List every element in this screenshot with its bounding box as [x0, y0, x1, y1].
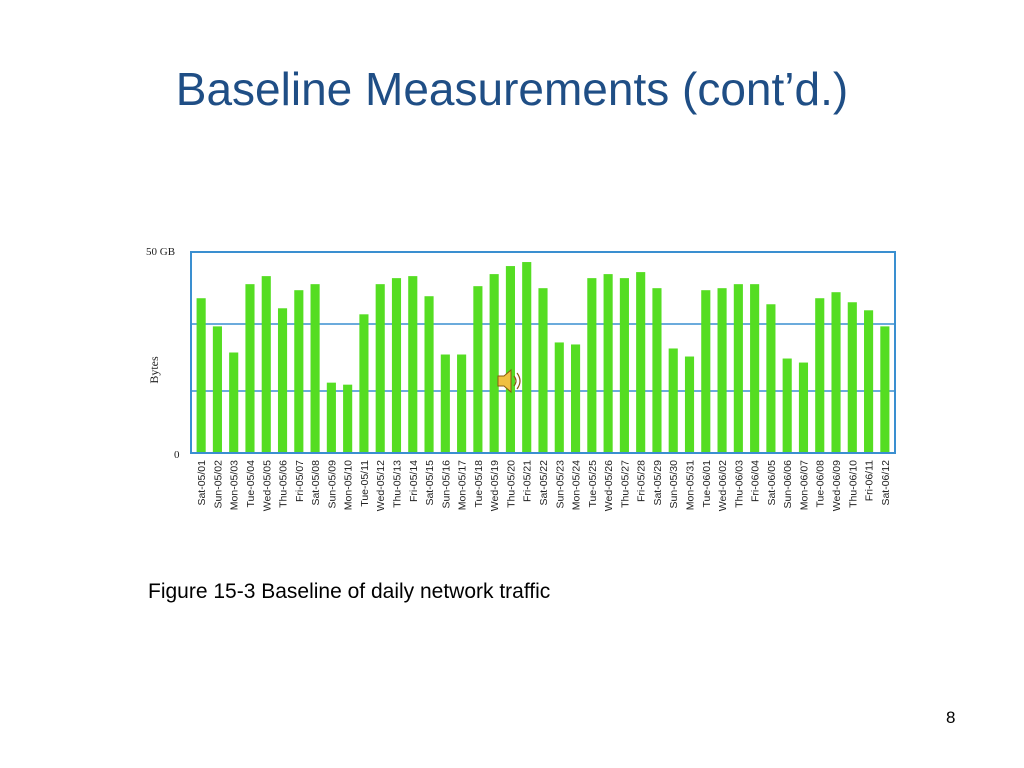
bar-Sat-06/12	[880, 326, 889, 453]
bar-Sun-05/30	[669, 348, 678, 453]
bar-Wed-05/26	[604, 274, 613, 453]
bar-Wed-05/19	[490, 274, 499, 453]
x-tick-label: Mon-05/24	[570, 460, 583, 511]
x-tick-label: Sat-05/29	[651, 460, 664, 506]
x-tick-label: Wed-05/19	[489, 460, 502, 512]
bar-Sun-05/02	[213, 326, 222, 453]
x-tick-label: Thu-05/06	[277, 460, 290, 508]
x-tick-label: Sat-05/01	[196, 460, 209, 506]
x-tick-label: Sat-05/08	[310, 460, 323, 506]
bar-Sun-06/06	[783, 359, 792, 453]
bar-Sat-05/01	[197, 298, 206, 453]
x-tick-label: Mon-05/03	[228, 460, 241, 511]
bar-Fri-05/21	[522, 262, 531, 453]
x-tick-label: Thu-05/27	[619, 460, 632, 508]
x-tick-label: Mon-05/17	[456, 460, 469, 511]
x-tick-label: Tue-06/08	[814, 460, 827, 508]
x-tick-label: Thu-06/10	[847, 460, 860, 508]
bar-Sun-05/16	[441, 355, 450, 453]
bar-Mon-05/17	[457, 355, 466, 453]
bar-Tue-05/18	[473, 286, 482, 453]
y-tick-label-bottom: 0	[174, 449, 180, 461]
bar-Thu-06/03	[734, 284, 743, 453]
x-tick-label: Mon-05/31	[684, 460, 697, 511]
bar-Wed-06/09	[831, 292, 840, 453]
bar-chart	[130, 240, 910, 545]
x-tick-label: Sun-05/30	[668, 460, 681, 509]
x-tick-label: Mon-06/07	[798, 460, 811, 511]
x-tick-label: Tue-05/25	[586, 460, 599, 508]
x-tick-label: Fri-05/07	[293, 460, 306, 503]
x-tick-label: Sat-05/15	[424, 460, 437, 506]
bar-Thu-06/10	[848, 302, 857, 453]
x-tick-label: Mon-05/10	[342, 460, 355, 511]
x-tick-labels	[196, 460, 892, 511]
bar-Sat-05/15	[424, 296, 433, 453]
bar-Fri-06/04	[750, 284, 759, 453]
x-tick-label: Sat-06/12	[879, 460, 892, 506]
x-tick-label: Tue-05/11	[358, 460, 371, 507]
bar-Fri-05/14	[408, 276, 417, 453]
page-number: 8	[946, 708, 956, 727]
bar-Tue-05/11	[359, 314, 368, 453]
x-tick-label: Thu-05/13	[391, 460, 404, 508]
x-tick-label: Sun-05/16	[440, 460, 453, 509]
bar-Thu-05/20	[506, 266, 515, 453]
x-tick-label: Sun-06/06	[782, 460, 795, 509]
y-tick-label-top: 50 GB	[146, 246, 176, 258]
x-tick-label: Wed-05/05	[261, 460, 274, 512]
x-tick-label: Sun-05/23	[554, 460, 567, 509]
bar-Mon-05/03	[229, 353, 238, 454]
x-tick-label: Fri-05/28	[635, 460, 648, 503]
bar-Sat-06/05	[766, 304, 775, 453]
bar-Mon-05/24	[571, 344, 580, 453]
bar-Wed-06/02	[718, 288, 727, 453]
bar-Mon-06/07	[799, 363, 808, 453]
bars-group	[197, 262, 890, 453]
slide-title: Baseline Measurements (cont’d.)	[175, 63, 849, 115]
x-tick-label: Sun-05/09	[326, 460, 339, 509]
x-tick-label: Tue-05/18	[472, 460, 485, 508]
bar-Thu-05/06	[278, 308, 287, 453]
x-tick-label: Wed-05/26	[603, 460, 616, 512]
bar-Thu-05/13	[392, 278, 401, 453]
bar-Wed-05/05	[262, 276, 271, 453]
bar-Sun-05/09	[327, 383, 336, 453]
x-tick-label: Fri-06/11	[863, 460, 876, 502]
x-tick-label: Wed-05/12	[375, 460, 388, 512]
bar-Sat-05/08	[311, 284, 320, 453]
x-tick-label: Sat-05/22	[538, 460, 550, 506]
x-tick-label: Fri-05/14	[407, 460, 420, 503]
bar-Wed-05/12	[376, 284, 385, 453]
y-axis-label: Bytes	[147, 356, 161, 384]
bar-Fri-05/28	[636, 272, 645, 453]
x-tick-label: Fri-06/04	[749, 460, 762, 503]
x-tick-label: Fri-05/21	[521, 460, 534, 503]
x-tick-label: Tue-05/04	[244, 460, 257, 508]
bar-Mon-05/10	[343, 385, 352, 453]
x-tick-label: Wed-06/09	[831, 460, 844, 512]
bar-Fri-05/07	[294, 290, 303, 453]
bar-Tue-05/25	[587, 278, 596, 453]
bar-Tue-05/04	[245, 284, 254, 453]
x-tick-label: Tue-06/01	[700, 460, 713, 508]
x-tick-label: Sat-06/05	[765, 460, 778, 506]
speaker-icon[interactable]	[498, 370, 520, 392]
bar-Sat-05/29	[652, 288, 661, 453]
bar-Sun-05/23	[555, 342, 564, 453]
figure-caption: Figure 15-3 Baseline of daily network traffic	[148, 580, 551, 603]
x-tick-label: Thu-06/03	[733, 460, 746, 508]
bar-Mon-05/31	[685, 357, 694, 453]
bar-Tue-06/01	[701, 290, 710, 453]
x-tick-label: Thu-05/20	[505, 460, 518, 508]
bar-Sat-05/22	[538, 288, 547, 453]
bar-Thu-05/27	[620, 278, 629, 453]
bar-Fri-06/11	[864, 310, 873, 453]
x-tick-label: Wed-06/02	[717, 460, 730, 512]
bar-Tue-06/08	[815, 298, 824, 453]
x-tick-label: Sun-05/02	[212, 460, 225, 509]
